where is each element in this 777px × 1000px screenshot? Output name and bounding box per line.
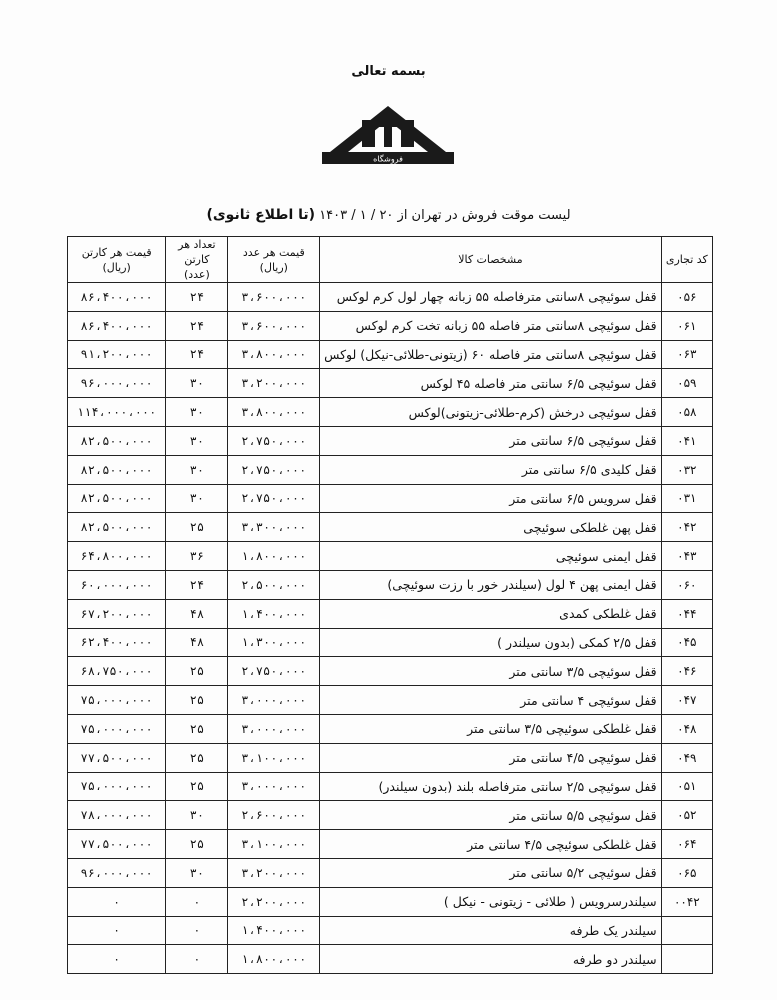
qty-cell: ۲۵ <box>166 830 228 859</box>
table-header-row <box>68 237 713 283</box>
code-cell: ۰۵۸ <box>661 398 712 427</box>
code-cell: ۰۵۲ <box>661 801 712 830</box>
table-row <box>68 858 713 887</box>
description-cell: قفل ۲/۵ کمکی (بدون سیلندر ) <box>320 628 661 657</box>
code-cell: ۰۴۲ <box>661 513 712 542</box>
description-cell: قفل سوئیچی ۶/۵ سانتی متر فاصله ۴۵ لوکس <box>320 369 661 398</box>
carton-price-cell: ۰ <box>68 916 166 945</box>
carton-price-cell: ۸۲،۵۰۰،۰۰۰ <box>68 455 166 484</box>
table-row <box>68 283 713 312</box>
description-cell: قفل سرویس ۶/۵ سانتی متر <box>320 484 661 513</box>
title-suffix: (تا اطلاع ثانوی) <box>206 207 316 223</box>
carton-price-cell: ۶۴،۸۰۰،۰۰۰ <box>68 542 166 571</box>
table-row <box>68 945 713 974</box>
unit-price-cell: ۳،۸۰۰،۰۰۰ <box>228 340 320 369</box>
unit-price-cell: ۳،۰۰۰،۰۰۰ <box>228 772 320 801</box>
table-row <box>68 772 713 801</box>
code-cell: ۰۶۰ <box>661 570 712 599</box>
carton-price-cell: ۸۶،۴۰۰،۰۰۰ <box>68 311 166 340</box>
unit-price-cell: ۲،۷۵۰،۰۰۰ <box>228 426 320 455</box>
table-row <box>68 398 713 427</box>
table-row <box>68 801 713 830</box>
unit-price-cell: ۳،۶۰۰،۰۰۰ <box>228 283 320 312</box>
code-cell: ۰۶۴ <box>661 830 712 859</box>
table-row <box>68 714 713 743</box>
unit-price-cell: ۱،۳۰۰،۰۰۰ <box>228 628 320 657</box>
table-row <box>68 686 713 715</box>
carton-price-cell: ۸۶،۴۰۰،۰۰۰ <box>68 283 166 312</box>
carton-price-cell: ۹۶،۰۰۰،۰۰۰ <box>68 369 166 398</box>
header-description: مشخصات کالا <box>320 237 661 283</box>
qty-cell: ۳۰ <box>166 398 228 427</box>
description-cell: قفل سوئیچی ۸سانتی مترفاصله ۵۵ زبانه چهار لول کرم لوکس <box>320 283 661 312</box>
header-carton-price <box>68 237 166 283</box>
unit-price-cell: ۳،۱۰۰،۰۰۰ <box>228 830 320 859</box>
code-cell: ۰۵۹ <box>661 369 712 398</box>
qty-cell: ۳۰ <box>166 369 228 398</box>
qty-cell: ۲۴ <box>166 283 228 312</box>
unit-price-cell: ۲،۷۵۰،۰۰۰ <box>228 657 320 686</box>
table-row <box>68 369 713 398</box>
company-logo <box>318 100 458 170</box>
description-cell: قفل غلطکی سوئیچی ۴/۵ سانتی متر <box>320 830 661 859</box>
description-cell: سیلندر دو طرفه <box>320 945 661 974</box>
code-cell: ۰۳۲ <box>661 455 712 484</box>
code-cell: ۰۴۸ <box>661 714 712 743</box>
code-cell: ۰۰۴۲ <box>661 887 712 916</box>
description-cell: قفل سوئیچی ۴ سانتی متر <box>320 686 661 715</box>
unit-price-cell: ۲،۵۰۰،۰۰۰ <box>228 570 320 599</box>
code-cell: ۰۴۱ <box>661 426 712 455</box>
carton-price-cell: ۰ <box>68 887 166 916</box>
carton-price-cell: ۷۵،۰۰۰،۰۰۰ <box>68 686 166 715</box>
qty-cell: ۲۴ <box>166 311 228 340</box>
description-cell: قفل سوئیچی ۴/۵ سانتی متر <box>320 743 661 772</box>
table-row <box>68 830 713 859</box>
qty-cell: ۳۰ <box>166 426 228 455</box>
carton-price-cell: ۷۵،۰۰۰،۰۰۰ <box>68 714 166 743</box>
description-cell: قفل سوئیچی ۶/۵ سانتی متر <box>320 426 661 455</box>
qty-cell: ۴۸ <box>166 628 228 657</box>
qty-cell: ۳۰ <box>166 858 228 887</box>
table-row <box>68 599 713 628</box>
code-cell: ۰۶۳ <box>661 340 712 369</box>
description-cell: قفل غلطکی کمدی <box>320 599 661 628</box>
unit-price-cell: ۳،۳۰۰،۰۰۰ <box>228 513 320 542</box>
table-row <box>68 657 713 686</box>
qty-cell: ۲۵ <box>166 686 228 715</box>
qty-cell: ۰ <box>166 887 228 916</box>
code-cell: ۰۴۵ <box>661 628 712 657</box>
unit-price-cell: ۲،۷۵۰،۰۰۰ <box>228 455 320 484</box>
qty-cell: ۲۴ <box>166 570 228 599</box>
qty-cell: ۲۵ <box>166 657 228 686</box>
header-qty-unit: (عدد) <box>183 268 210 281</box>
carton-price-cell: ۱۱۴،۰۰۰،۰۰۰ <box>68 398 166 427</box>
qty-cell: ۲۵ <box>166 743 228 772</box>
code-cell: ۰۴۷ <box>661 686 712 715</box>
description-cell: سیلندر یک طرفه <box>320 916 661 945</box>
code-cell: ۰۵۱ <box>661 772 712 801</box>
document-title <box>0 207 777 223</box>
carton-price-cell: ۷۵،۰۰۰،۰۰۰ <box>68 772 166 801</box>
qty-cell: ۲۵ <box>166 513 228 542</box>
header-unit-price <box>228 237 320 283</box>
code-cell: ۰۴۹ <box>661 743 712 772</box>
description-cell: قفل کلیدی ۶/۵ سانتی متر <box>320 455 661 484</box>
unit-price-cell: ۱،۴۰۰،۰۰۰ <box>228 916 320 945</box>
description-cell: قفل سوئیچی ۲/۵ سانتی مترفاصله بلند (بدون سیلندر) <box>320 772 661 801</box>
header-carton-price-label: قیمت هر کارتن <box>81 245 152 259</box>
qty-cell: ۳۰ <box>166 801 228 830</box>
header-qty-label: تعداد هر کارتن <box>178 238 216 266</box>
carton-price-cell: ۶۷،۲۰۰،۰۰۰ <box>68 599 166 628</box>
carton-price-cell: ۰ <box>68 945 166 974</box>
carton-price-cell: ۸۲،۵۰۰،۰۰۰ <box>68 513 166 542</box>
unit-price-cell: ۱،۸۰۰،۰۰۰ <box>228 542 320 571</box>
unit-price-cell: ۲،۲۰۰،۰۰۰ <box>228 887 320 916</box>
unit-price-cell: ۳،۲۰۰،۰۰۰ <box>228 858 320 887</box>
qty-cell: ۰ <box>166 945 228 974</box>
logo-text: فروشگاه <box>373 154 403 164</box>
qty-cell: ۳۰ <box>166 484 228 513</box>
carton-price-cell: ۷۸،۰۰۰،۰۰۰ <box>68 801 166 830</box>
invocation-heading: بسمه تعالی <box>351 64 426 79</box>
table-row <box>68 542 713 571</box>
unit-price-cell: ۳،۱۰۰،۰۰۰ <box>228 743 320 772</box>
description-cell: قفل ایمنی پهن ۴ لول (سیلندر خور با رزت سوئیچی) <box>320 570 661 599</box>
table-row <box>68 455 713 484</box>
carton-price-cell: ۶۰،۰۰۰،۰۰۰ <box>68 570 166 599</box>
carton-price-cell: ۷۷،۵۰۰،۰۰۰ <box>68 743 166 772</box>
code-cell: ۰۵۶ <box>661 283 712 312</box>
title-prefix: لیست موقت فروش در تهران از ۲۰ / ۱ / ۱۴۰۳ <box>319 208 571 223</box>
unit-price-cell: ۱،۸۰۰،۰۰۰ <box>228 945 320 974</box>
table-row <box>68 513 713 542</box>
unit-price-cell: ۲،۶۰۰،۰۰۰ <box>228 801 320 830</box>
code-cell: ۰۴۳ <box>661 542 712 571</box>
qty-cell: ۴۸ <box>166 599 228 628</box>
table-row <box>68 311 713 340</box>
carton-price-cell: ۶۸،۷۵۰،۰۰۰ <box>68 657 166 686</box>
header-carton-price-unit: (ریال) <box>102 260 131 274</box>
code-cell <box>661 945 712 974</box>
description-cell: قفل غلطکی سوئیچی ۳/۵ سانتی متر <box>320 714 661 743</box>
unit-price-cell: ۲،۷۵۰،۰۰۰ <box>228 484 320 513</box>
description-cell: قفل سوئیچی ۵/۵ سانتی متر <box>320 801 661 830</box>
table-row <box>68 570 713 599</box>
table-row <box>68 340 713 369</box>
carton-price-cell: ۸۲،۵۰۰،۰۰۰ <box>68 426 166 455</box>
carton-price-cell: ۸۲،۵۰۰،۰۰۰ <box>68 484 166 513</box>
code-cell: ۰۶۵ <box>661 858 712 887</box>
description-cell: قفل ایمنی سوئیچی <box>320 542 661 571</box>
qty-cell: ۳۶ <box>166 542 228 571</box>
qty-cell: ۳۰ <box>166 455 228 484</box>
description-cell: قفل سوئیچی ۳/۵ سانتی متر <box>320 657 661 686</box>
description-cell: قفل سوئیچی ۸سانتی متر فاصله ۶۰ (زیتونی-طلائی-نیکل) لوکس <box>320 340 661 369</box>
carton-price-cell: ۷۷،۵۰۰،۰۰۰ <box>68 830 166 859</box>
qty-cell: ۲۵ <box>166 772 228 801</box>
code-cell: ۰۴۶ <box>661 657 712 686</box>
carton-price-cell: ۶۲،۴۰۰،۰۰۰ <box>68 628 166 657</box>
code-cell: ۰۶۱ <box>661 311 712 340</box>
unit-price-cell: ۱،۴۰۰،۰۰۰ <box>228 599 320 628</box>
code-cell: ۰۳۱ <box>661 484 712 513</box>
table-row <box>68 743 713 772</box>
description-cell: قفل سوئیچی ۸سانتی متر فاصله ۵۵ زبانه تخت کرم لوکس <box>320 311 661 340</box>
table-row <box>68 916 713 945</box>
description-cell: قفل سوئیچی ۵/۲ سانتی متر <box>320 858 661 887</box>
code-cell <box>661 916 712 945</box>
table-row <box>68 484 713 513</box>
qty-cell: ۲۵ <box>166 714 228 743</box>
unit-price-cell: ۳،۸۰۰،۰۰۰ <box>228 398 320 427</box>
table-row <box>68 628 713 657</box>
unit-price-cell: ۳،۰۰۰،۰۰۰ <box>228 714 320 743</box>
table-body <box>68 283 713 974</box>
description-cell: قفل پهن غلطکی سوئیچی <box>320 513 661 542</box>
unit-price-cell: ۳،۰۰۰،۰۰۰ <box>228 686 320 715</box>
unit-price-cell: ۳،۶۰۰،۰۰۰ <box>228 311 320 340</box>
header-code: کد تجاری <box>661 237 712 283</box>
header-qty <box>166 237 228 283</box>
qty-cell: ۲۴ <box>166 340 228 369</box>
description-cell: قفل سوئیچی درخش (کرم-طلائی-زیتونی)لوکس <box>320 398 661 427</box>
header-unit-price-unit: (ریال) <box>259 260 288 274</box>
table-row <box>68 887 713 916</box>
description-cell: سیلندرسرویس ( طلائی - زیتونی - نیکل ) <box>320 887 661 916</box>
carton-price-cell: ۹۱،۲۰۰،۰۰۰ <box>68 340 166 369</box>
carton-price-cell: ۹۶،۰۰۰،۰۰۰ <box>68 858 166 887</box>
price-table <box>67 236 713 974</box>
code-cell: ۰۴۴ <box>661 599 712 628</box>
qty-cell: ۰ <box>166 916 228 945</box>
unit-price-cell: ۳،۲۰۰،۰۰۰ <box>228 369 320 398</box>
table-row <box>68 426 713 455</box>
header-unit-price-label: قیمت هر عدد <box>242 245 305 259</box>
